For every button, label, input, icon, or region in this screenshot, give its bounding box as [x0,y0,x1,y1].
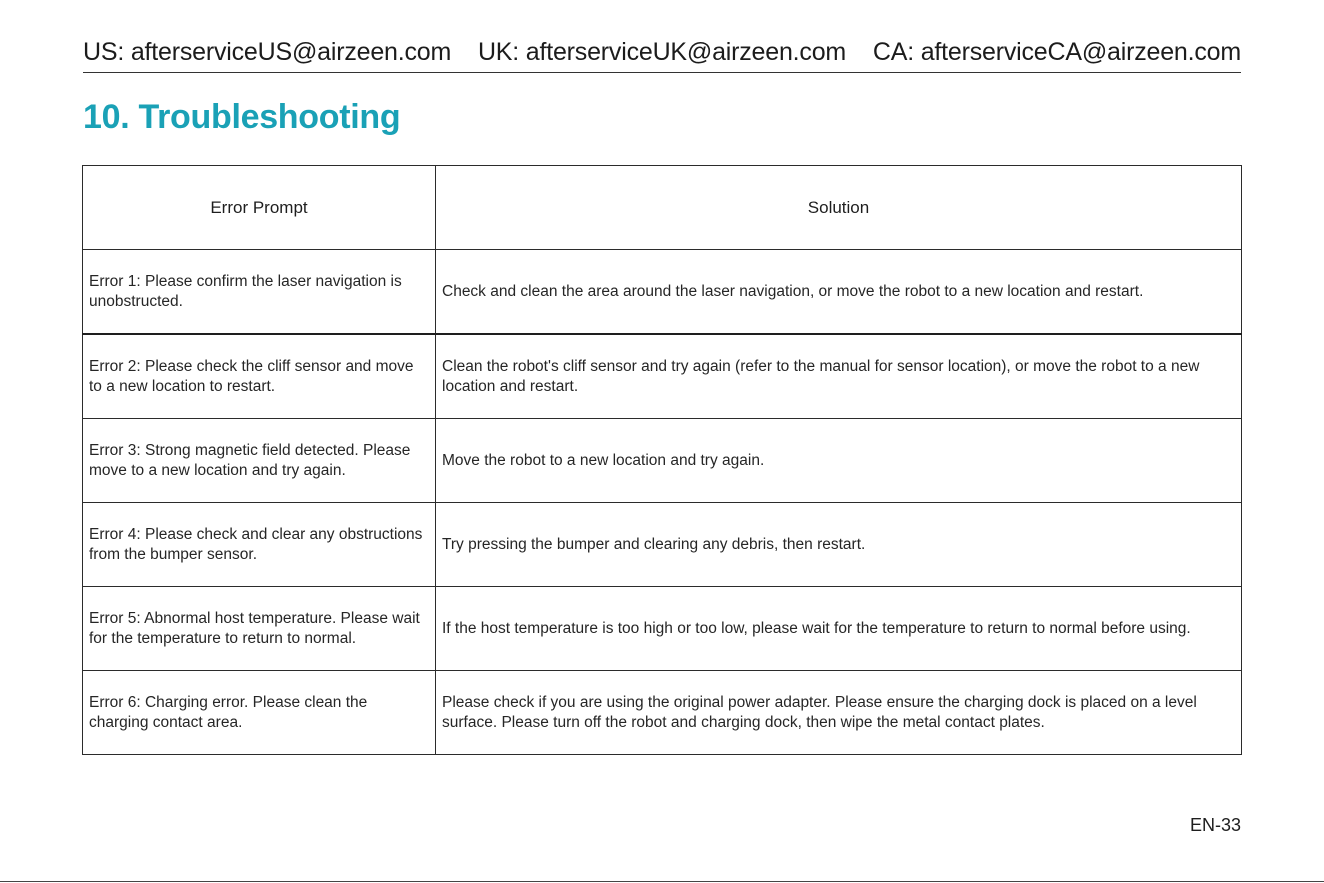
table-row [83,334,1242,419]
error-prompt-cell: Error 5: Abnormal host temperature. Please wait for the temperature to return to normal. [83,587,436,671]
table-row [83,587,1242,671]
page-title: 10. Troubleshooting [83,98,401,136]
solution-cell: Clean the robot's cliff sensor and try again (refer to the manual for sensor location), or move the robot to a new location and restart. [436,334,1242,419]
solution-cell: Try pressing the bumper and clearing any debris, then restart. [436,503,1242,587]
table-row [83,250,1242,335]
contact-ca-email: CA: afterserviceCA@airzeen.com [872,37,1241,66]
table-row [83,503,1242,587]
error-prompt-cell: Error 4: Please check and clear any obstructions from the bumper sensor. [83,503,436,587]
contact-uk-email: UK: afterserviceUK@airzeen.com [477,37,847,66]
contact-us-email: US: afterserviceUS@airzeen.com [83,37,452,66]
header-divider [83,72,1241,73]
table-row [83,671,1242,755]
page-number: EN-33 [1189,815,1241,835]
troubleshooting-table [82,165,1242,755]
error-prompt-cell: Error 6: Charging error. Please clean the charging contact area. [83,671,436,755]
troubleshooting-table-container [82,165,1241,755]
table-header-row [83,166,1242,250]
error-prompt-cell: Error 2: Please check the cliff sensor and move to a new location to restart. [83,334,436,419]
error-prompt-cell: Error 1: Please confirm the laser navigation is unobstructed. [83,250,436,335]
solution-cell: Move the robot to a new location and try again. [436,419,1242,503]
error-prompt-cell: Error 3: Strong magnetic field detected. Please move to a new location and try again. [83,419,436,503]
solution-cell: Check and clean the area around the laser navigation, or move the robot to a new location and restart. [436,250,1242,335]
header-solution: Solution [436,166,1242,250]
bottom-divider [0,881,1324,882]
solution-cell: If the host temperature is too high or too low, please wait for the temperature to return to normal before using. [436,587,1242,671]
contact-bar [83,32,1241,72]
header-error-prompt: Error Prompt [83,166,436,250]
solution-cell: Please check if you are using the original power adapter. Please ensure the charging dock is placed on a level surface. Please turn off the robot and charging dock, then wipe the metal contact plates. [436,671,1242,755]
table-row [83,419,1242,503]
